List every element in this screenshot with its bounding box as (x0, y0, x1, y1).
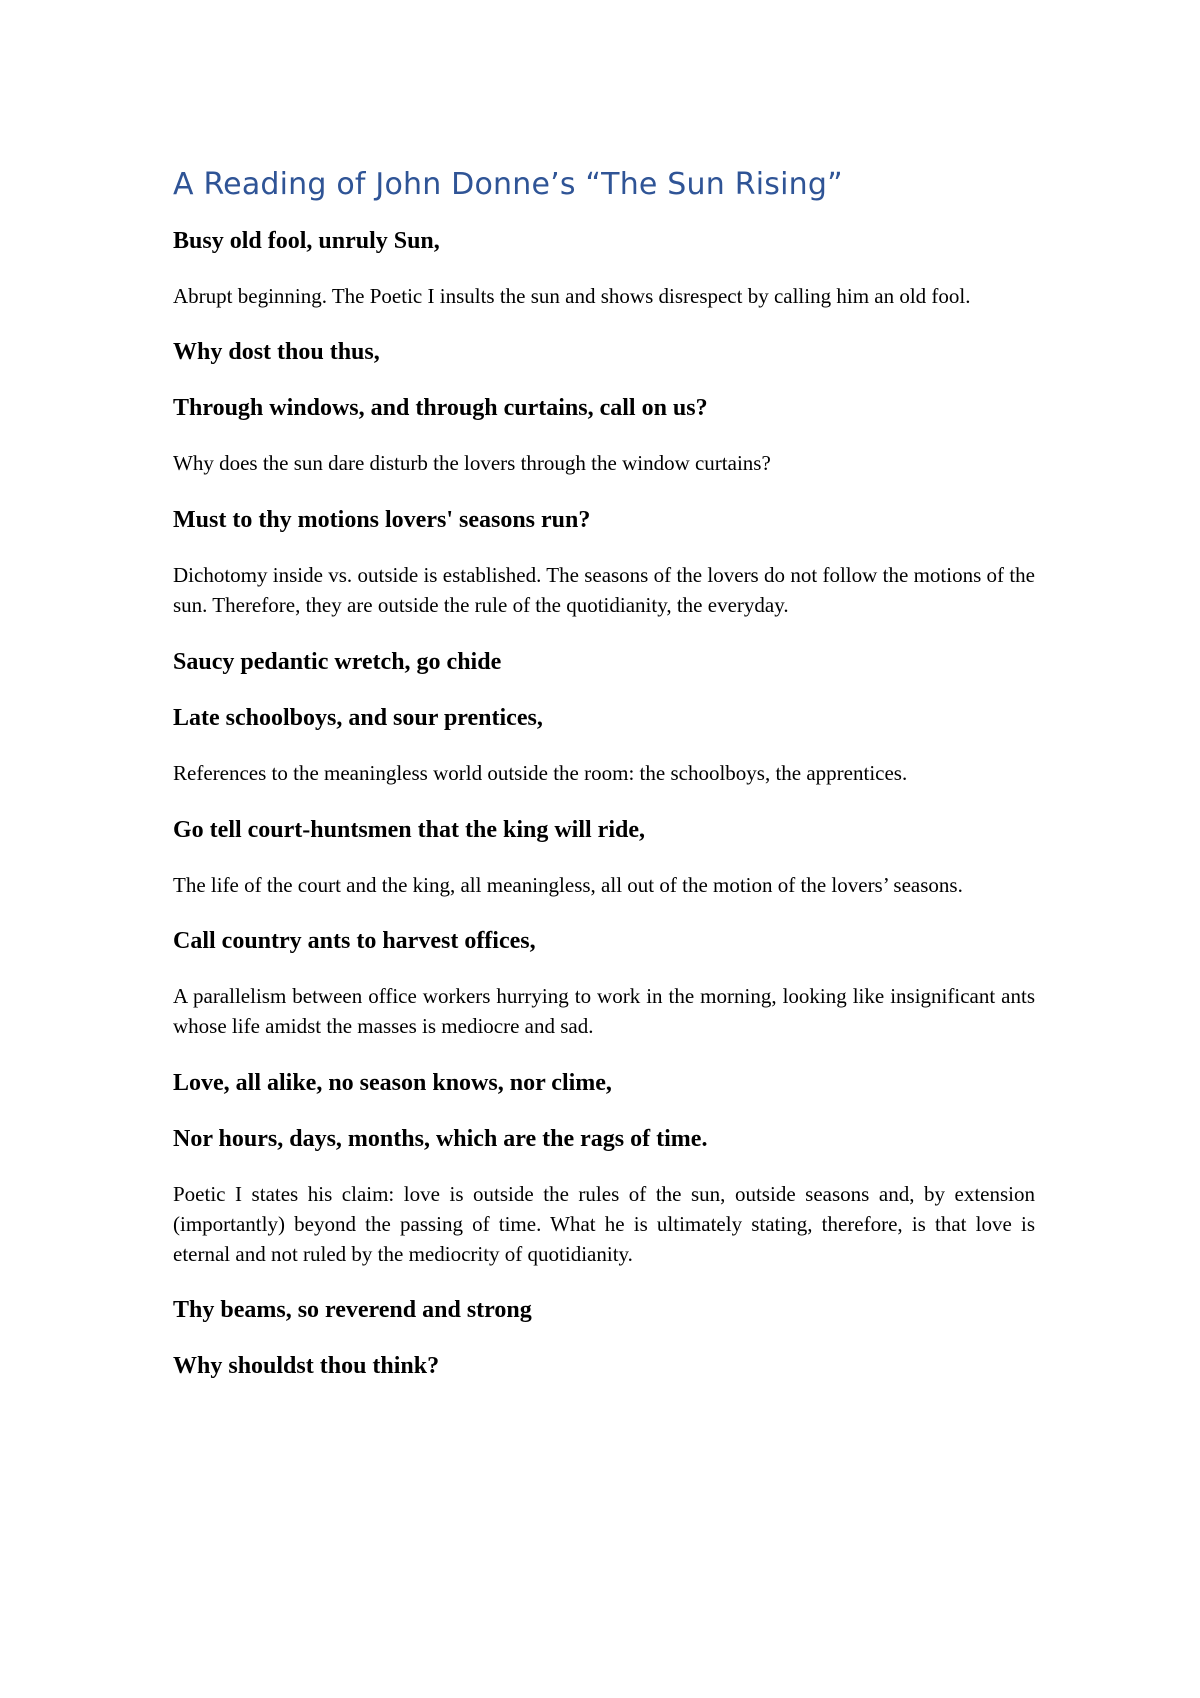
commentary-paragraph: Abrupt beginning. The Poetic I insults the sun and shows disrespect by calling him an old fool. (173, 283, 971, 308)
document-content (173, 166, 1035, 1407)
commentary-paragraph: Poetic I states his claim: love is outside the rules of the sun, outside seasons and, by extension (importantly) beyond the passing of time. What he is ultimately stating, therefore, is that love is eternal and not ruled by the mediocrity of quotidianity. (173, 1182, 1035, 1266)
commentary-paragraph: References to the meaningless world outside the room: the schoolboys, the apprentices. (173, 760, 908, 785)
commentary-paragraph: A parallelism between office workers hurrying to work in the morning, looking like insignificant ants whose life amidst the masses is mediocre and sad. (173, 984, 1035, 1039)
verse-line: Busy old fool, unruly Sun, (173, 227, 440, 254)
verse-line: Thy beams, so reverend and strong (173, 1297, 532, 1324)
verse-line: Must to thy motions lovers' seasons run? (173, 507, 591, 534)
verse-line: Love, all alike, no season knows, nor clime, (173, 1070, 612, 1096)
verse-line: Call country ants to harvest offices, (173, 928, 536, 955)
verse-line: Nor hours, days, months, which are the rags of time. (173, 1126, 708, 1152)
verse-line: Saucy pedantic wretch, go chide (173, 648, 502, 675)
commentary-paragraph: The life of the court and the king, all meaningless, all out of the motion of the lovers’ seasons. (173, 872, 963, 897)
commentary-paragraph: Dichotomy inside vs. outside is established. The seasons of the lovers do not follow the motions of the sun. Therefore, they are outside the rule of the quotidianity, the everyday. (173, 563, 1035, 617)
verse-line: Through windows, and through curtains, call on us? (173, 395, 708, 422)
verse-line: Why shouldst thou think? (173, 1353, 440, 1380)
verse-line: Why dost thou thus, (173, 339, 380, 366)
document-title: A Reading of John Donne’s “The Sun Rising” (173, 167, 843, 202)
verse-line: Go tell court-huntsmen that the king will ride, (173, 816, 645, 843)
commentary-paragraph: Why does the sun dare disturb the lovers through the window curtains? (173, 451, 771, 476)
verse-line: Late schoolboys, and sour prentices, (173, 704, 543, 731)
